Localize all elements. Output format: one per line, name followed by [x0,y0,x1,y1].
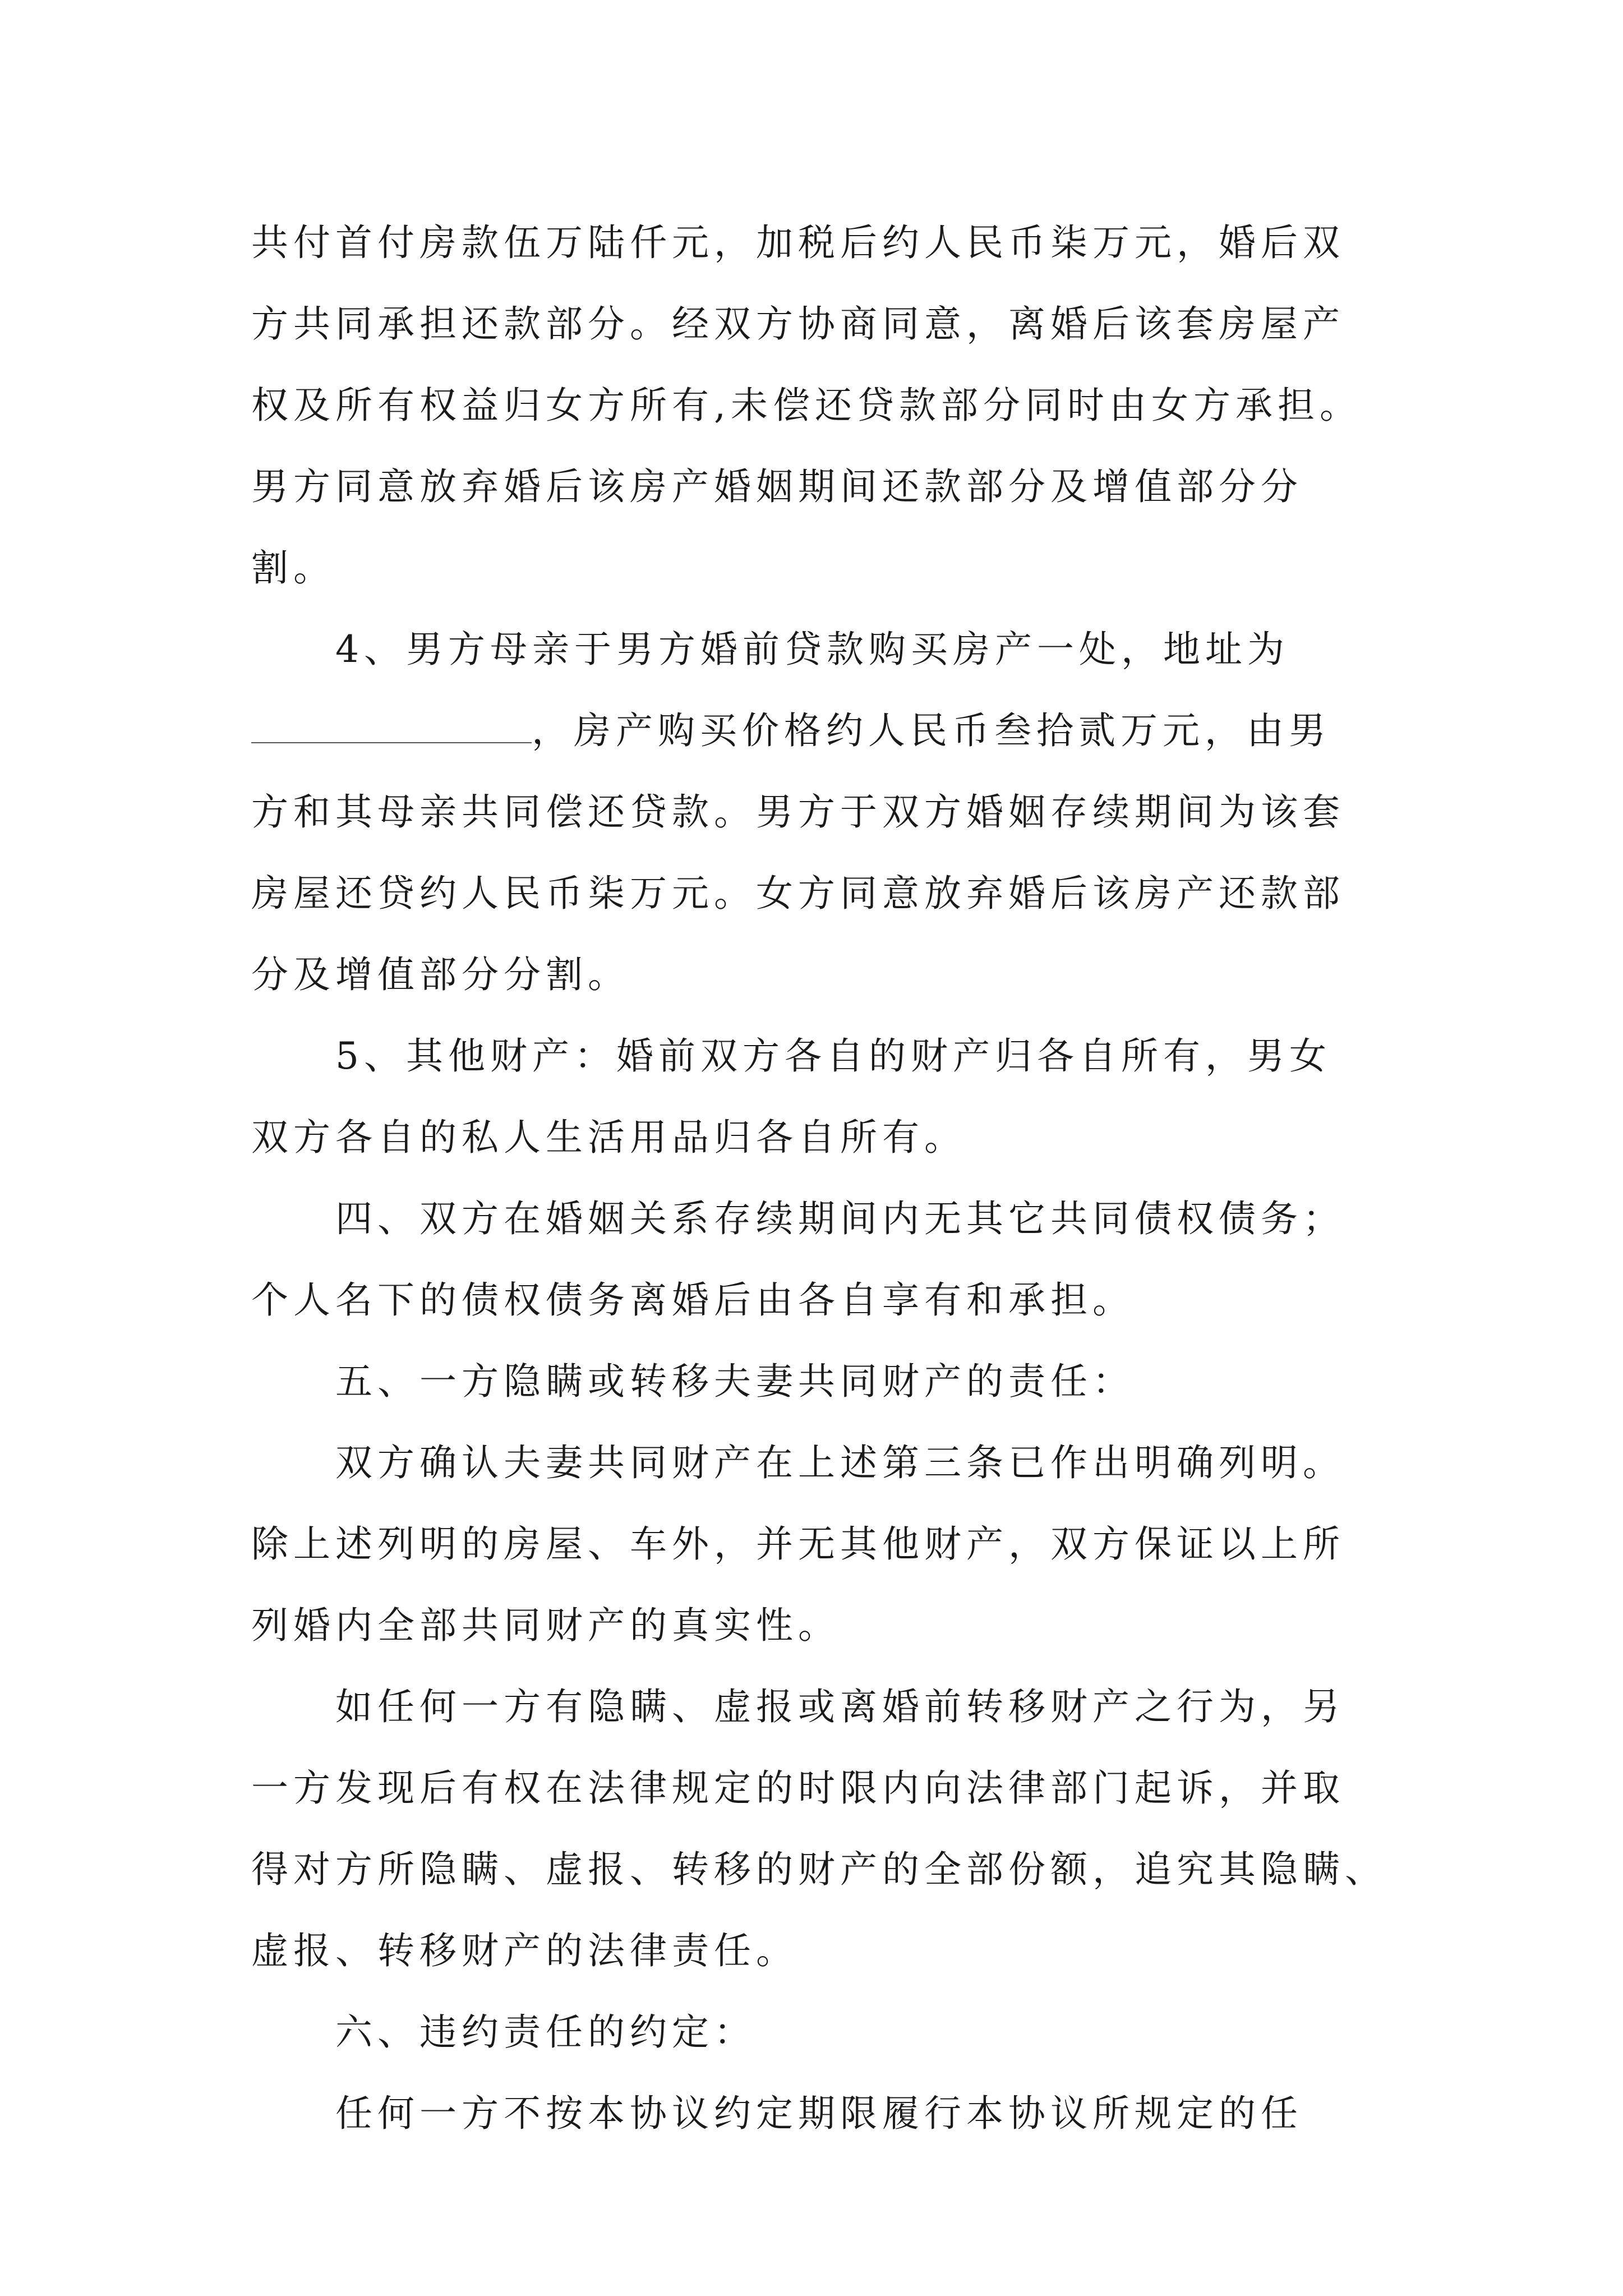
address-blank [251,711,532,743]
clause-4-address-line [251,706,1429,787]
document-body [251,218,1429,2170]
text-line: 分及增值部分分割。 [251,953,630,996]
text-line: 男方同意放弃婚后该房产婚姻期间还款部分及增值部分分 [251,465,1303,508]
paragraph-line: 任何一方不按本协议约定期限履行本协议所规定的任 [335,2092,1303,2135]
text-line: 房屋还贷约人民币柒万元。女方同意放弃婚后该房产还款部 [251,872,1345,915]
section-5-heading: 五、一方隐瞒或转移夫妻共同财产的责任： [335,1360,1135,1403]
text-line: 一方发现后有权在法律规定的时限内向法律部门起诉，并取 [251,1766,1345,1810]
text-line: 除上述列明的房屋、车外，并无其他财产，双方保证以上所 [251,1522,1345,1566]
clause-5-line: 5、其他财产：婚前双方各自的财产归各自所有，男女 [335,1034,1331,1078]
text-line: 方共同承担还款部分。经双方协商同意，离婚后该套房屋产 [251,302,1345,346]
text-line: 双方各自的私人生活用品归各自所有。 [251,1116,966,1159]
paragraph-line: 双方确认夫妻共同财产在上述第三条已作出明确列明。 [335,1441,1345,1484]
paragraph-line: 如任何一方有隐瞒、虚报或离婚前转移财产之行为，另 [335,1685,1345,1728]
text-line: 割。 [251,546,335,590]
text-line: 方和其母亲共同偿还贷款。男方于双方婚姻存续期间为该套 [251,790,1345,834]
text-line: 权及所有权益归女方所有,未偿还贷款部分同时由女方承担。 [251,384,1362,427]
text-line: 列婚内全部共同财产的真实性。 [251,1604,840,1647]
section-4-heading: 四、双方在婚姻关系存续期间内无其它共同债权债务； [335,1197,1345,1240]
text-line: ，房产购买价格约人民币叁拾贰万元，由男 [532,709,1331,752]
section-6-heading: 六、违约责任的约定： [335,2010,756,2054]
clause-4-line: 4、男方母亲于男方婚前贷款购买房产一处，地址为 [335,628,1289,671]
text-line: 个人名下的债权债务离婚后由各自享有和承担。 [251,1278,1135,1322]
text-line: 虚报、转移财产的法律责任。 [251,1929,798,1972]
text-line: 共付首付房款伍万陆仟元，加税后约人民币柒万元，婚后双 [251,221,1345,264]
text-line: 得对方所隐瞒、虚报、转移的财产的全部份额，追究其隐瞒、 [251,1848,1387,1891]
